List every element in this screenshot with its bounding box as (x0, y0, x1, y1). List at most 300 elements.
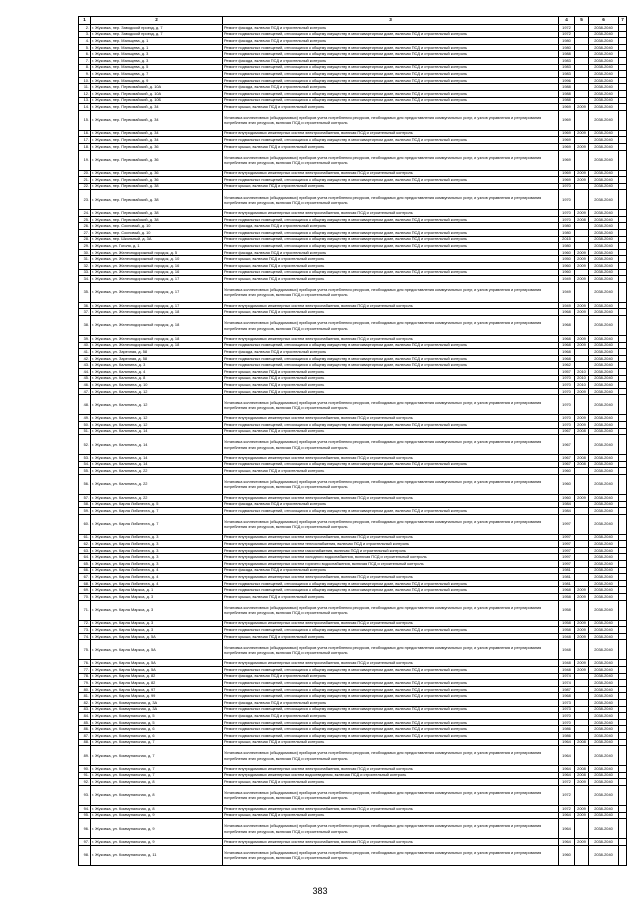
cell-col-3: Ремонт внутридомовых инженерных систем газоснабжения, включая ПСД и строительный контроль (223, 547, 559, 554)
cell-col-4: 1969 (559, 130, 575, 137)
cell-col-6: 2038-2040 (589, 468, 619, 475)
cell-col-7 (619, 256, 627, 263)
cell-col-7 (619, 276, 627, 283)
cell-col-3: Установка коллективных (общедомовых) приборов учета потребления ресурсов, необходимых для предоставления коммунальных услуг, и узлов управления и регулирования потребления этих ресурсов, включая ПСД и строительный контроль (223, 845, 559, 865)
cell-col-1: 67. (79, 574, 91, 581)
cell-col-4: 1981 (559, 574, 575, 581)
cell-col-5: 2008 (575, 455, 589, 462)
cell-col-5 (575, 640, 589, 660)
cell-col-6: 2038-2040 (589, 230, 619, 237)
cell-col-4: 1972 (559, 25, 575, 32)
cell-col-4: 1968 (559, 693, 575, 700)
cell-col-6: 2038-2040 (589, 269, 619, 276)
cell-col-1: 5. (79, 44, 91, 51)
cell-col-5: 2009 (575, 336, 589, 343)
cell-col-4: 1997 (559, 561, 575, 568)
cell-col-5 (575, 819, 589, 839)
cell-col-2: г. Жуковка, ул. Карла Маркса, д. 99 (91, 693, 223, 700)
cell-col-6: 2038-2040 (589, 177, 619, 184)
cell-col-5 (575, 468, 589, 475)
cell-col-5 (575, 686, 589, 693)
cell-col-1: 86. (79, 726, 91, 733)
cell-col-3: Установка коллективных (общедомовых) приборов учета потребления ресурсов, необходимых для предоставления коммунальных услуг, и узлов управления и регулирования потребления этих ресурсов, включая ПСД и строительный контроль (223, 514, 559, 534)
cell-col-7 (619, 680, 627, 687)
cell-col-3: Установка коллективных (общедомовых) приборов учета потребления ресурсов, необходимых для предоставления коммунальных услуг, и узлов управления и регулирования потребления этих ресурсов, включая ПСД и строительный контроль (223, 282, 559, 302)
cell-col-5 (575, 282, 589, 302)
cell-col-5: 2008 (575, 739, 589, 746)
cell-col-6: 2038-2040 (589, 719, 619, 726)
cell-col-2: г. Жуковка, ул. Калинина, д. 22 (91, 468, 223, 475)
table-row (79, 97, 627, 104)
cell-col-3: Ремонт подвальных помещений, относящихся к общему имуществу в многоквартирном доме, включая ПСД и строительный контроль (223, 686, 559, 693)
cell-col-6: 2038-2040 (589, 686, 619, 693)
cell-col-3: Ремонт фасада, включая ПСД и строительный контроль (223, 249, 559, 256)
cell-col-3: Ремонт внутридомовых инженерных систем электроснабжения, включая ПСД и строительный контроль (223, 210, 559, 217)
cell-col-4: 1968 (559, 342, 575, 349)
cell-col-6: 2038-2040 (589, 640, 619, 660)
cell-col-2: г. Жуковка, ул. Калинина, д. 22 (91, 474, 223, 494)
cell-col-4: 1970 (559, 415, 575, 422)
cell-col-3: Ремонт крыши, включая ПСД и строительный контроль (223, 104, 559, 111)
cell-col-1: 4. (79, 38, 91, 45)
cell-col-5: 2009 (575, 256, 589, 263)
cell-col-4: 1970 (559, 382, 575, 389)
cell-col-4: 1968 (559, 355, 575, 362)
cell-col-5: 2009 (575, 177, 589, 184)
cell-col-2: г. Жуковка, ул. Карла Либкнехта, д. 3 (91, 547, 223, 554)
table-row (79, 421, 627, 428)
cell-col-1: 64. (79, 554, 91, 561)
table-row (79, 71, 627, 78)
cell-col-3: Ремонт подвальных помещений, относящихся к общему имуществу в многоквартирном доме, включая ПСД и строительный контроль (223, 667, 559, 674)
cell-col-6: 2038-2040 (589, 514, 619, 534)
cell-col-4: 1987 (559, 686, 575, 693)
cell-col-3: Ремонт крыши, включая ПСД и строительный контроль (223, 428, 559, 435)
cell-col-4: 1984 (559, 501, 575, 508)
cell-col-7 (619, 713, 627, 720)
cell-col-4: 1969 (559, 150, 575, 170)
table-row (79, 25, 627, 32)
cell-col-2: г. Жуковка, ул. Калинина, д. 14 (91, 455, 223, 462)
cell-col-4: 1981 (559, 567, 575, 574)
cell-col-2: г. Жуковка, ул. Карла Маркса, д. 82 (91, 680, 223, 687)
cell-col-7 (619, 51, 627, 58)
cell-col-7 (619, 699, 627, 706)
cell-col-6: 2038-2040 (589, 421, 619, 428)
cell-col-5 (575, 673, 589, 680)
cell-col-6: 2038-2040 (589, 455, 619, 462)
cell-col-3: Ремонт подвальных помещений, относящихся к общему имуществу в многоквартирном доме, включая ПСД и строительный контроль (223, 680, 559, 687)
cell-col-2: г. Жуковка, пер. Мальцева, д. 1 (91, 44, 223, 51)
cell-col-6: 2038-2040 (589, 51, 619, 58)
cell-col-2: г. Жуковка, ул. Заречная, д. 58 (91, 355, 223, 362)
cell-col-1: 44. (79, 368, 91, 375)
cell-col-6: 2038-2040 (589, 508, 619, 515)
cell-col-7 (619, 746, 627, 766)
cell-col-2: г. Жуковка, ул. Карла Маркса, д. 97 (91, 686, 223, 693)
cell-col-7 (619, 64, 627, 71)
cell-col-5 (575, 230, 589, 237)
cell-col-3: Ремонт подвальных помещений, относящихся к общему имуществу в многоквартирном доме, включая ПСД и строительный контроль (223, 587, 559, 594)
cell-col-2: г. Жуковка, ул. Железнодорожный городок, д. 10 (91, 256, 223, 263)
table-row (79, 839, 627, 846)
cell-col-2: г. Жуковка, пер. Первомайский, д. 34 (91, 104, 223, 111)
cell-col-1: 15. (79, 110, 91, 130)
cell-col-2: г. Жуковка, ул. Калинина, д. 12 (91, 421, 223, 428)
cell-col-5 (575, 31, 589, 38)
cell-col-3: Ремонт подвальных помещений, относящихся к общему имуществу в многоквартирном доме, включая ПСД и строительный контроль (223, 216, 559, 223)
cell-col-1: 3. (79, 31, 91, 38)
cell-col-4: 1960 (559, 845, 575, 865)
cell-col-7 (619, 349, 627, 356)
cell-col-1: 24. (79, 210, 91, 217)
cell-col-5: 2009 (575, 667, 589, 674)
table-row (79, 223, 627, 230)
cell-col-2: г. Жуковка, ул. Железнодорожный городок, д. 17 (91, 302, 223, 309)
cell-col-6: 2038-2040 (589, 25, 619, 32)
header-col-3: 3 (223, 17, 559, 25)
cell-col-4: 1972 (559, 779, 575, 786)
cell-col-6: 2038-2040 (589, 819, 619, 839)
cell-col-7 (619, 732, 627, 739)
cell-col-2: г. Жуковка, ул. Железнодорожный городок, д. 16 (91, 263, 223, 270)
table-row (79, 633, 627, 640)
cell-col-7 (619, 90, 627, 97)
cell-col-7 (619, 600, 627, 620)
cell-col-7 (619, 719, 627, 726)
cell-col-7 (619, 223, 627, 230)
cell-col-5: 2009 (575, 633, 589, 640)
cell-col-1: 83. (79, 706, 91, 713)
cell-col-7 (619, 336, 627, 343)
table-row (79, 64, 627, 71)
cell-col-7 (619, 97, 627, 104)
cell-col-1: 7. (79, 57, 91, 64)
cell-col-2: г. Жуковка, ул. Коммунальная, д. 6 (91, 726, 223, 733)
cell-col-3: Ремонт крыши, включая ПСД и строительный контроль (223, 263, 559, 270)
cell-col-5: 2008 (575, 216, 589, 223)
cell-col-3: Ремонт фасада, включая ПСД и строительный контроль (223, 673, 559, 680)
cell-col-3: Установка коллективных (общедомовых) приборов учета потребления ресурсов, необходимых для предоставления коммунальных услуг, и узлов управления и регулирования потребления этих ресурсов, включая ПСД и строительный контроль (223, 316, 559, 336)
cell-col-7 (619, 667, 627, 674)
cell-col-2: г. Жуковка, ул. Коммунальная, д. 5 (91, 713, 223, 720)
cell-col-1: 50. (79, 421, 91, 428)
cell-col-6: 2038-2040 (589, 355, 619, 362)
cell-col-1: 45. (79, 375, 91, 382)
cell-col-3: Ремонт подвальных помещений, относящихся к общему имуществу в многоквартирном доме, включая ПСД и строительный контроль (223, 726, 559, 733)
cell-col-4: 1962 (559, 362, 575, 369)
cell-col-5: 2009 (575, 104, 589, 111)
cell-col-2: г. Жуковка, пер. Школьный, д. 3А (91, 236, 223, 243)
cell-col-5 (575, 90, 589, 97)
cell-col-7 (619, 150, 627, 170)
cell-col-4: 1969 (559, 170, 575, 177)
cell-col-5 (575, 547, 589, 554)
cell-col-6: 2038-2040 (589, 461, 619, 468)
cell-col-2: г. Жуковка, пер. Сосновый, д. 10 (91, 230, 223, 237)
cell-col-3: Установка коллективных (общедомовых) приборов учета потребления ресурсов, необходимых для предоставления коммунальных услуг, и узлов управления и регулирования потребления этих ресурсов, включая ПСД и строительный контроль (223, 190, 559, 210)
cell-col-3: Ремонт подвальных помещений, относящихся к общему имуществу в многоквартирном доме, включая ПСД и строительный контроль (223, 177, 559, 184)
cell-col-2: г. Жуковка, пер. Первомайский, д. 38 (91, 210, 223, 217)
cell-col-3: Ремонт фасада, включая ПСД и строительный контроль (223, 223, 559, 230)
cell-col-7 (619, 547, 627, 554)
table-row (79, 263, 627, 270)
cell-col-5: 2009 (575, 130, 589, 137)
table-row (79, 739, 627, 746)
table-row (79, 282, 627, 302)
cell-col-1: 54. (79, 461, 91, 468)
cell-col-3: Установка коллективных (общедомовых) приборов учета потребления ресурсов, необходимых для предоставления коммунальных услуг, и узлов управления и регулирования потребления этих ресурсов, включая ПСД и строительный контроль (223, 150, 559, 170)
cell-col-4: 1997 (559, 541, 575, 548)
cell-col-6: 2038-2040 (589, 667, 619, 674)
cell-col-7 (619, 316, 627, 336)
cell-col-5 (575, 57, 589, 64)
cell-col-3: Ремонт внутридомовых инженерных систем электроснабжения, включая ПСД и строительный контроль (223, 130, 559, 137)
cell-col-1: 89. (79, 746, 91, 766)
cell-col-1: 90. (79, 766, 91, 773)
cell-col-6: 2038-2040 (589, 349, 619, 356)
cell-col-5 (575, 514, 589, 534)
table-row (79, 362, 627, 369)
cell-col-7 (619, 474, 627, 494)
cell-col-2: г. Жуковка, ул. Карла Либкнехта, д. 4 (91, 574, 223, 581)
cell-col-6: 2038-2040 (589, 336, 619, 343)
cell-col-1: 27. (79, 230, 91, 237)
table-row (79, 726, 627, 733)
cell-col-5 (575, 580, 589, 587)
cell-col-5 (575, 243, 589, 250)
cell-col-2: г. Жуковка, ул. Коммунальная, д. 7 (91, 766, 223, 773)
cell-col-4: 1949 (559, 302, 575, 309)
cell-col-5: 2009 (575, 812, 589, 819)
cell-col-1: 34. (79, 276, 91, 283)
cell-col-5 (575, 77, 589, 84)
cell-col-6: 2038-2040 (589, 388, 619, 395)
table-row (79, 382, 627, 389)
cell-col-7 (619, 706, 627, 713)
cell-col-1: 95. (79, 812, 91, 819)
cell-col-4: 1983 (559, 57, 575, 64)
cell-col-4: 1974 (559, 680, 575, 687)
cell-col-5 (575, 574, 589, 581)
cell-col-6: 2038-2040 (589, 474, 619, 494)
table-row (79, 819, 627, 839)
table-row (79, 600, 627, 620)
cell-col-2: г. Жуковка, ул. Карла Маркса, д. 5А (91, 640, 223, 660)
cell-col-6: 2038-2040 (589, 64, 619, 71)
cell-col-4: 1967 (559, 435, 575, 455)
cell-col-2: г. Жуковка, ул. Железнодорожный городок, д. 17 (91, 276, 223, 283)
cell-col-1: 76. (79, 660, 91, 667)
cell-col-1: 38. (79, 316, 91, 336)
cell-col-4: 1986 (559, 726, 575, 733)
cell-col-4: 1969 (559, 104, 575, 111)
cell-col-4: 1973 (559, 706, 575, 713)
table-row (79, 461, 627, 468)
cell-col-2: г. Жуковка, пер. Мальцева, д. 9 (91, 77, 223, 84)
cell-col-3: Ремонт крыши, включая ПСД и строительный контроль (223, 375, 559, 382)
cell-col-1: 21. (79, 177, 91, 184)
cell-col-2: г. Жуковка, ул. Коммунальная, д. 5 (91, 719, 223, 726)
cell-col-3: Ремонт крыши, включая ПСД и строительный контроль (223, 633, 559, 640)
table-row (79, 561, 627, 568)
table-row (79, 51, 627, 58)
cell-col-2: г. Жуковка, ул. Коммунальная, д. 8 (91, 785, 223, 805)
repair-schedule-table (78, 16, 627, 866)
table-row (79, 230, 627, 237)
table-row (79, 732, 627, 739)
cell-col-6: 2038-2040 (589, 223, 619, 230)
cell-col-7 (619, 805, 627, 812)
cell-col-3: Установка коллективных (общедомовых) приборов учета потребления ресурсов, необходимых для предоставления коммунальных услуг, и узлов управления и регулирования потребления этих ресурсов, включая ПСД и строительный контроль (223, 395, 559, 415)
cell-col-1: 20. (79, 170, 91, 177)
cell-col-5 (575, 732, 589, 739)
cell-col-3: Ремонт крыши, включая ПСД и строительный контроль (223, 594, 559, 601)
cell-col-7 (619, 561, 627, 568)
cell-col-7 (619, 772, 627, 779)
table-row (79, 302, 627, 309)
cell-col-3: Ремонт внутридомовых инженерных систем электроснабжения, включая ПСД и строительный контроль (223, 766, 559, 773)
cell-col-5 (575, 44, 589, 51)
table-row (79, 541, 627, 548)
cell-col-1: 28. (79, 236, 91, 243)
cell-col-6: 2038-2040 (589, 362, 619, 369)
header-col-2: 2 (91, 17, 223, 25)
cell-col-6: 2038-2040 (589, 501, 619, 508)
table-row (79, 719, 627, 726)
cell-col-6: 2038-2040 (589, 845, 619, 865)
cell-col-6: 2038-2040 (589, 84, 619, 91)
cell-col-6: 2038-2040 (589, 415, 619, 422)
table-row (79, 137, 627, 144)
table-row (79, 713, 627, 720)
cell-col-3: Ремонт подвальных помещений, относящихся к общему имуществу в многоквартирном доме, включая ПСД и строительный контроль (223, 51, 559, 58)
cell-col-7 (619, 382, 627, 389)
cell-col-7 (619, 177, 627, 184)
cell-col-4: 1948 (559, 660, 575, 667)
cell-col-6: 2038-2040 (589, 382, 619, 389)
cell-col-1: 6. (79, 51, 91, 58)
cell-col-3: Ремонт подвальных помещений, относящихся к общему имуществу в многоквартирном доме, включая ПСД и строительный контроль (223, 64, 559, 71)
cell-col-1: 73. (79, 627, 91, 634)
cell-col-4: 1997 (559, 534, 575, 541)
cell-col-2: г. Жуковка, ул. Калинина, д. 22 (91, 494, 223, 501)
cell-col-3: Установка коллективных (общедомовых) приборов учета потребления ресурсов, необходимых для предоставления коммунальных услуг, и узлов управления и регулирования потребления этих ресурсов, включая ПСД и строительный контроль (223, 746, 559, 766)
cell-col-7 (619, 342, 627, 349)
cell-col-6: 2038-2040 (589, 263, 619, 270)
cell-col-4: 1948 (559, 633, 575, 640)
cell-col-5 (575, 541, 589, 548)
cell-col-3: Ремонт крыши, включая ПСД и строительный контроль (223, 183, 559, 190)
cell-col-7 (619, 779, 627, 786)
cell-col-2: г. Жуковка, пер. Первомайский, д. 36 (91, 177, 223, 184)
cell-col-7 (619, 673, 627, 680)
cell-col-5 (575, 680, 589, 687)
cell-col-2: г. Жуковка, ул. Гоголя, д. 1 (91, 243, 223, 250)
cell-col-2: г. Жуковка, пер. Первомайский, д. 34 (91, 110, 223, 130)
cell-col-7 (619, 71, 627, 78)
cell-col-7 (619, 44, 627, 51)
cell-col-3: Установка коллективных (общедомовых) приборов учета потребления ресурсов, необходимых для предоставления коммунальных услуг, и узлов управления и регулирования потребления этих ресурсов, включая ПСД и строительный контроль (223, 474, 559, 494)
cell-col-3: Ремонт внутридомовых инженерных систем электроснабжения, включая ПСД и строительный контроль (223, 494, 559, 501)
cell-col-6: 2038-2040 (589, 772, 619, 779)
cell-col-4: 1964 (559, 812, 575, 819)
cell-col-7 (619, 249, 627, 256)
cell-col-6: 2038-2040 (589, 699, 619, 706)
cell-col-6: 2038-2040 (589, 216, 619, 223)
cell-col-6: 2038-2040 (589, 839, 619, 846)
table-row (79, 501, 627, 508)
cell-col-7 (619, 468, 627, 475)
cell-col-7 (619, 137, 627, 144)
cell-col-5: 2010 (575, 375, 589, 382)
cell-col-5 (575, 362, 589, 369)
cell-col-1: 55. (79, 468, 91, 475)
cell-col-2: г. Жуковка, пер. Первомайский, д. 34 (91, 137, 223, 144)
table-row (79, 693, 627, 700)
cell-col-4: 1988 (559, 51, 575, 58)
cell-col-6: 2038-2040 (589, 732, 619, 739)
table-row (79, 547, 627, 554)
table-row (79, 375, 627, 382)
cell-col-1: 94. (79, 805, 91, 812)
table-row (79, 38, 627, 45)
cell-col-1: 72. (79, 620, 91, 627)
cell-col-7 (619, 594, 627, 601)
cell-col-6: 2038-2040 (589, 594, 619, 601)
cell-col-3: Ремонт внутридомовых инженерных систем теплоснабжения, включая ПСД и строительный контроль (223, 541, 559, 548)
cell-col-5 (575, 693, 589, 700)
cell-col-1: 61. (79, 534, 91, 541)
cell-col-6: 2038-2040 (589, 110, 619, 130)
cell-col-2: г. Жуковка, ул. Карла Маркса, д. 82 (91, 673, 223, 680)
cell-col-7 (619, 580, 627, 587)
cell-col-5 (575, 137, 589, 144)
cell-col-1: 96. (79, 819, 91, 839)
cell-col-5 (575, 349, 589, 356)
cell-col-7 (619, 541, 627, 548)
cell-col-2: г. Жуковка, ул. Коммунальная, д. 9 (91, 819, 223, 839)
cell-col-3: Ремонт подвальных помещений, относящихся к общему имуществу в многоквартирном доме, включая ПСД и строительный контроль (223, 71, 559, 78)
cell-col-2: г. Жуковка, ул. Коммунальная, д. 11 (91, 845, 223, 865)
cell-col-4: 1970 (559, 388, 575, 395)
table-row (79, 845, 627, 865)
cell-col-4: 1968 (559, 587, 575, 594)
cell-col-4: 1949 (559, 282, 575, 302)
cell-col-2: г. Жуковка, пер. Первомайский, д. 38 (91, 183, 223, 190)
table-row (79, 177, 627, 184)
cell-col-6: 2038-2040 (589, 342, 619, 349)
cell-col-2: г. Жуковка, ул. Коммунальная, д. 6 (91, 732, 223, 739)
cell-col-1: 93. (79, 785, 91, 805)
cell-col-5: 2009 (575, 587, 589, 594)
cell-col-6: 2038-2040 (589, 812, 619, 819)
table-row (79, 812, 627, 819)
table-row (79, 785, 627, 805)
cell-col-5: 2010 (575, 382, 589, 389)
cell-col-4: 1957 (559, 368, 575, 375)
cell-col-4: 1950 (559, 256, 575, 263)
cell-col-1: 88. (79, 739, 91, 746)
cell-col-3: Ремонт фасада, включая ПСД и строительный контроль (223, 57, 559, 64)
table-row (79, 256, 627, 263)
cell-col-3: Ремонт внутридомовых инженерных систем электроснабжения, включая ПСД и строительный контроль (223, 574, 559, 581)
table-row (79, 216, 627, 223)
cell-col-4: 1972 (559, 785, 575, 805)
cell-col-5 (575, 554, 589, 561)
cell-col-4: 1964 (559, 746, 575, 766)
table-row (79, 143, 627, 150)
